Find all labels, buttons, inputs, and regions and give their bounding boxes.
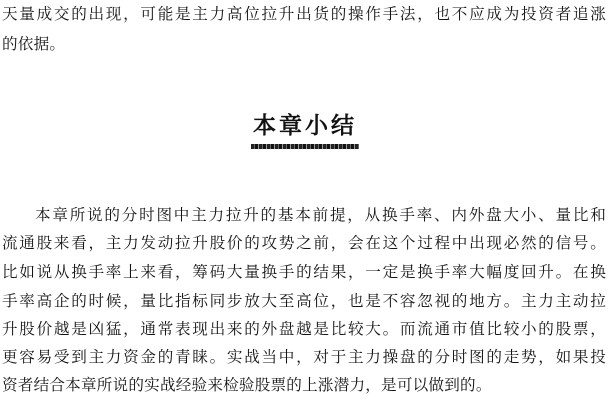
section-title [251,112,359,140]
title-underline [251,144,359,149]
text-line: 本章所说的分时图中主力拉升的基本前提，从换手率、内外盘大小、量比和 [35,206,606,224]
text-line: 更容易受到主力资金的青睐。实战当中，对于主力操盘的分时图的走势，如果投 [2,348,606,366]
section-heading [0,112,610,158]
text-line: 升股价越是凶猛，通常表现出来的外盘越是比较大。而流通市值比较小的股票， [2,320,606,338]
text-line: 天量成交的出现，可能是主力高位拉升出货的操作手法，也不应成为投资者追涨 [2,5,606,23]
section-title-text: 本章小结 [253,113,357,139]
text-line: 资者结合本章所说的实战经验来检验股票的上涨潜力，是可以做到的。 [2,376,492,394]
text-line: 流通股来看，主力发动拉升股价的攻势之前，会在这个过程中出现必然的信号。 [2,234,606,252]
text-line: 手率高企的时候，量比指标同步放大至高位，也是不容忽视的地方。主力主动拉 [2,292,606,310]
text-line: 比如说从换手率上来看，筹码大量换手的结果，一定是换手率大幅度回升。在换 [2,263,606,281]
text-line: 的依据。 [2,35,66,53]
